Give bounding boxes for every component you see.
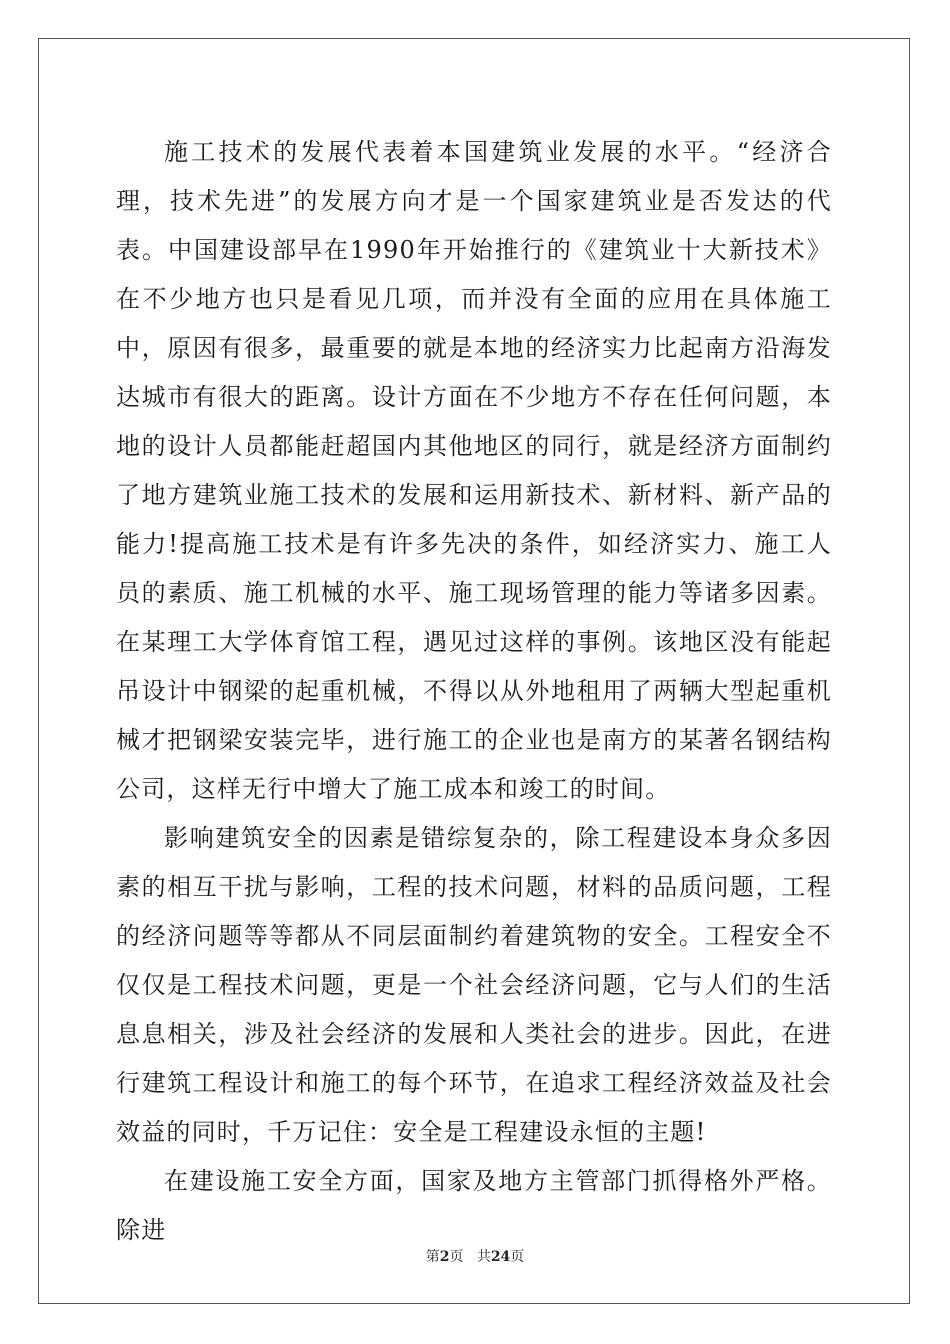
paragraph-1: 施工技术的发展代表着本国建筑业发展的水平。“经济合理，技术先进”的发展方向才是一个国家建筑业是否发达的代表。中国建设部早在1990年开始推行的《建筑业十大新技术》在不少地方也只是看见几项，而并没有全面的应用在具体施工中，原因有很多，最重要的就是本地的经济实力比起南方沿海发达城市有很大的距离。设计方面在不少地方不存在任何问题，本地的设计人员都能赶超国内其他地区的同行，就是经济方面制约了地方建筑业施工技术的发展和运用新技术、新材料、新产品的能力!提高施工技术是有许多先决的条件，如经济实力、施工人员的素质、施工机械的水平、施工现场管理的能力等诸多因素。在某理工大学体育馆工程，遇见过这样的事例。该地区没有能起吊设计中钢梁的起重机械，不得以从外地租用了两辆大型起重机械才把钢梁安装完毕，进行施工的企业也是南方的某著名钢结构公司，这样无行中增大了施工成本和竣工的时间。	[116, 138, 832, 803]
page-label-prefix: 第	[425, 1249, 440, 1265]
paragraph-2: 影响建筑安全的因素是错综复杂的，除工程建设本身众多因素的相互干扰与影响，工程的技术问题，材料的品质问题，工程的经济问题等等都从不同层面制约着建筑物的安全。工程安全不仅仅是工程技术问题，更是一个社会经济问题，它与人们的生活息息相关，涉及社会经济的发展和人类社会的进步。因此，在进行建筑工程设计和施工的每个环节，在追求工程经济效益及社会效益的同时，千万记住：安全是工程建设永恒的主题!	[116, 824, 832, 1146]
page-label-suffix: 页	[449, 1249, 464, 1265]
document-body	[116, 128, 832, 1255]
page-footer	[0, 1247, 950, 1267]
total-label-suffix: 页	[510, 1249, 525, 1265]
total-pages: 24	[490, 1249, 511, 1265]
total-label-prefix: 共	[476, 1249, 491, 1265]
paragraph-3: 在建设施工安全方面，国家及地方主管部门抓得格外严格。除进	[116, 1167, 832, 1244]
page-number: 2	[439, 1249, 450, 1265]
